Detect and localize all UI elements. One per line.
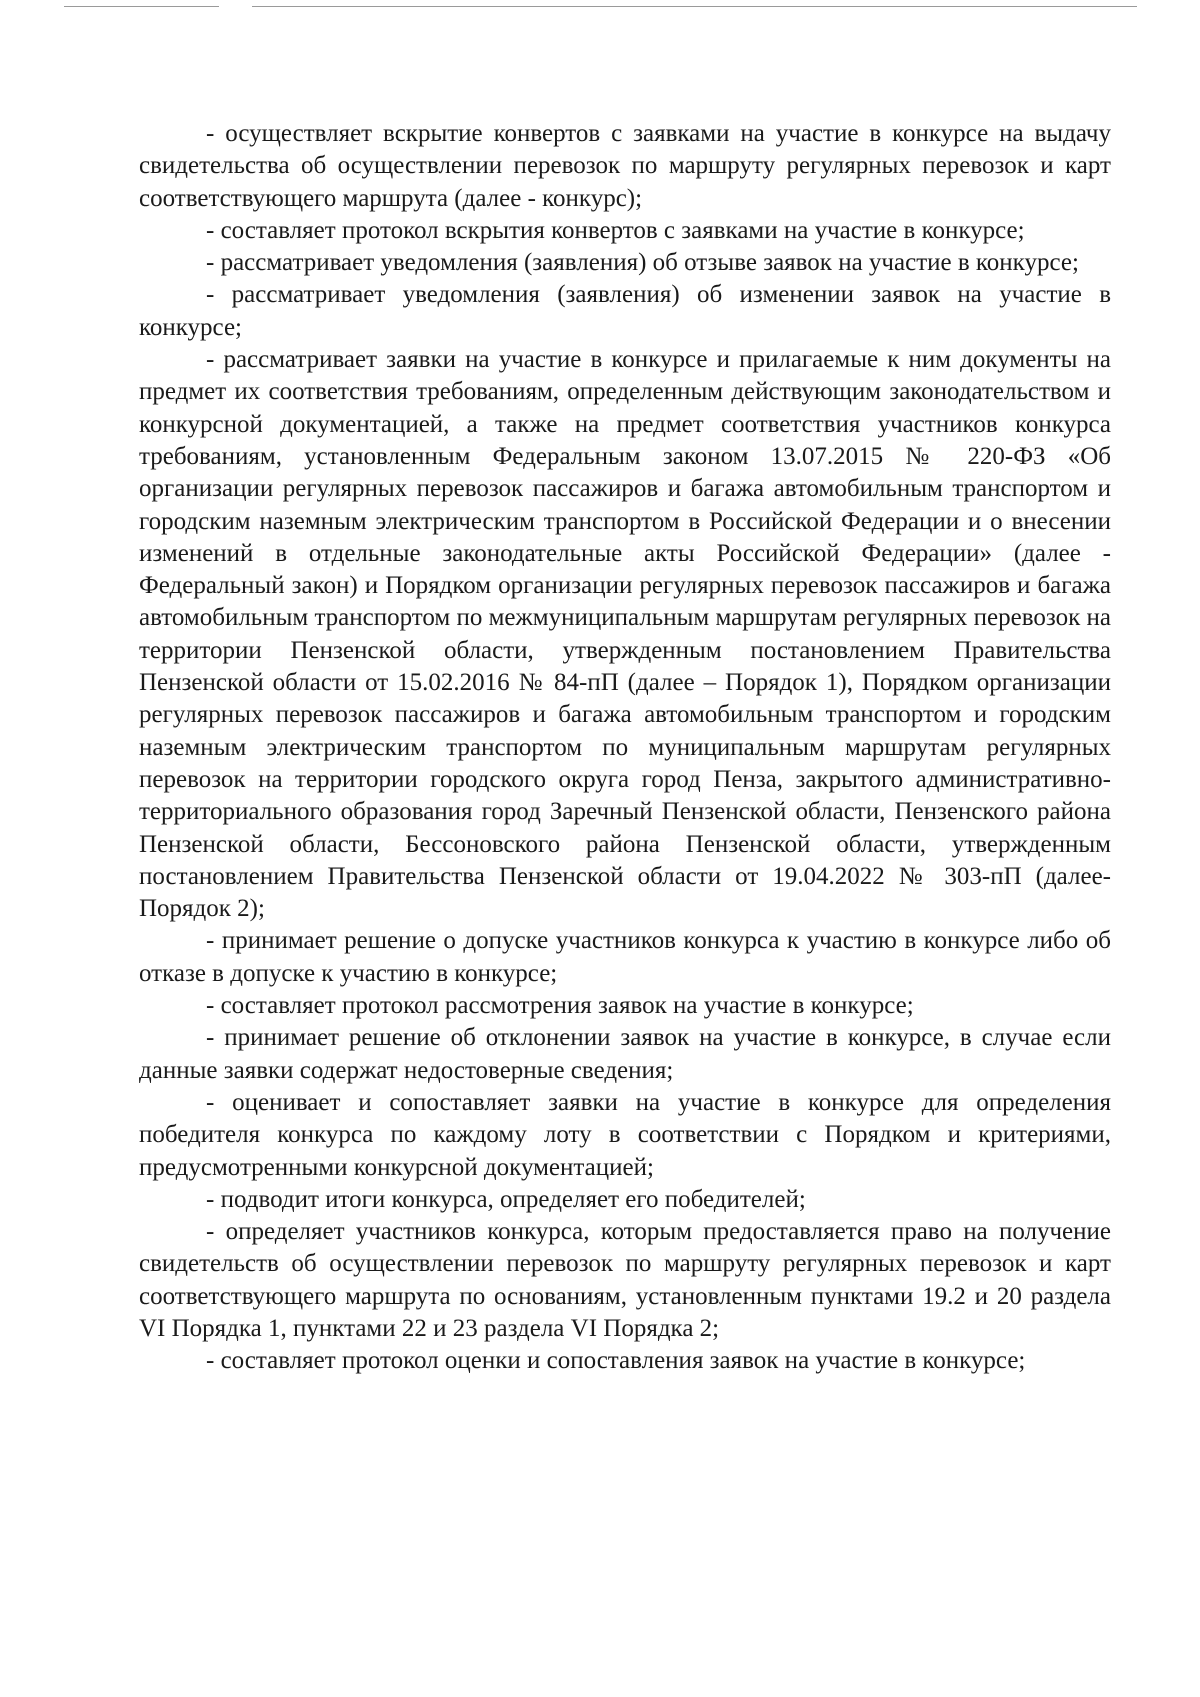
header-rule-right (252, 6, 1137, 7)
paragraph-11: - определяет участников конкурса, которым предоставляется право на получение свидетельств об осуществлении перевозок по маршруту регулярных перевозок и карт соответствующего маршрута по основаниям, установленным пунктами 19.2 и 20 раздела VI Порядка 1, пунктами 22 и 23 раздела VI Порядка 2; (139, 1218, 1111, 1342)
paragraph-3: - рассматривает уведомления (заявления) об отзыве заявок на участие в конкурсе; (206, 249, 1079, 277)
paragraph-8: - принимает решение об отклонении заявок на участие в конкурсе, в случае если данные заявки содержат недостоверные сведения; (139, 1024, 1111, 1084)
paragraph-10: - подводит итоги конкурса, определяет его победителей; (206, 1185, 806, 1213)
paragraph-7: - составляет протокол рассмотрения заявок на участие в конкурсе; (206, 992, 914, 1020)
document-body (139, 118, 1111, 1378)
paragraph-9: - оценивает и сопоставляет заявки на участие в конкурсе для определения победителя конкурса по каждому лоту в соответствии с Порядком и критериями, предусмотренными конкурсной документацией; (139, 1088, 1111, 1181)
paragraph-4: - рассматривает уведомления (заявления) об изменении заявок на участие в конкурсе; (139, 281, 1111, 341)
paragraph-1: - осуществляет вскрытие конвертов с заявками на участие в конкурсе на выдачу свидетельства об осуществлении перевозок по маршруту регулярных перевозок и карт соответствующего маршрута (далее - конкурс); (139, 120, 1111, 212)
paragraph-12: - составляет протокол оценки и сопоставления заявок на участие в конкурсе; (206, 1347, 1026, 1375)
paragraph-5: - рассматривает заявки на участие в конкурсе и прилагаемые к ним документы на предмет их соответствия требованиям, определенным действующим законодательством и конкурсной документацией, а также на предмет соответствия участников конкурса требованиям, установленным Федеральным законом 13.07.2015 № 220-ФЗ «Об организации регулярных перевозок пассажиров и багажа автомобильным транспортом и городским наземным электрическим транспортом в Российской Федерации и о внесении изменений в отдельные законодательные акты Российской Федерации» (далее - Федеральный закон) и Порядком организации регулярных перевозок пассажиров и багажа автомобильным транспортом по межмуниципальным маршрутам регулярных перевозок на территории Пензенской области, утвержденным постановлением Правительства Пензенской области от 15.02.2016 № 84-пП (далее – Порядок 1), Порядком организации регулярных перевозок пассажиров и багажа автомобильным транспортом и городским наземным электрическим транспортом по муниципальным маршрутам регулярных перевозок на территории городского округа город Пенза, закрытого административно-территориального образования город Заречный Пензенской области, Пензенского района Пензенской области, Бессоновского района Пензенской области, утвержденным постановлением Правительства Пензенской области от 19.04.2022 № 303-пП (далее- Порядок 2); (139, 346, 1111, 923)
paragraph-6: - принимает решение о допуске участников конкурса к участию в конкурсе либо об отказе в допуске к участию в конкурсе; (139, 927, 1111, 987)
paragraph-2: - составляет протокол вскрытия конвертов с заявками на участие в конкурсе; (206, 216, 1025, 244)
header-rule-left (64, 6, 219, 7)
